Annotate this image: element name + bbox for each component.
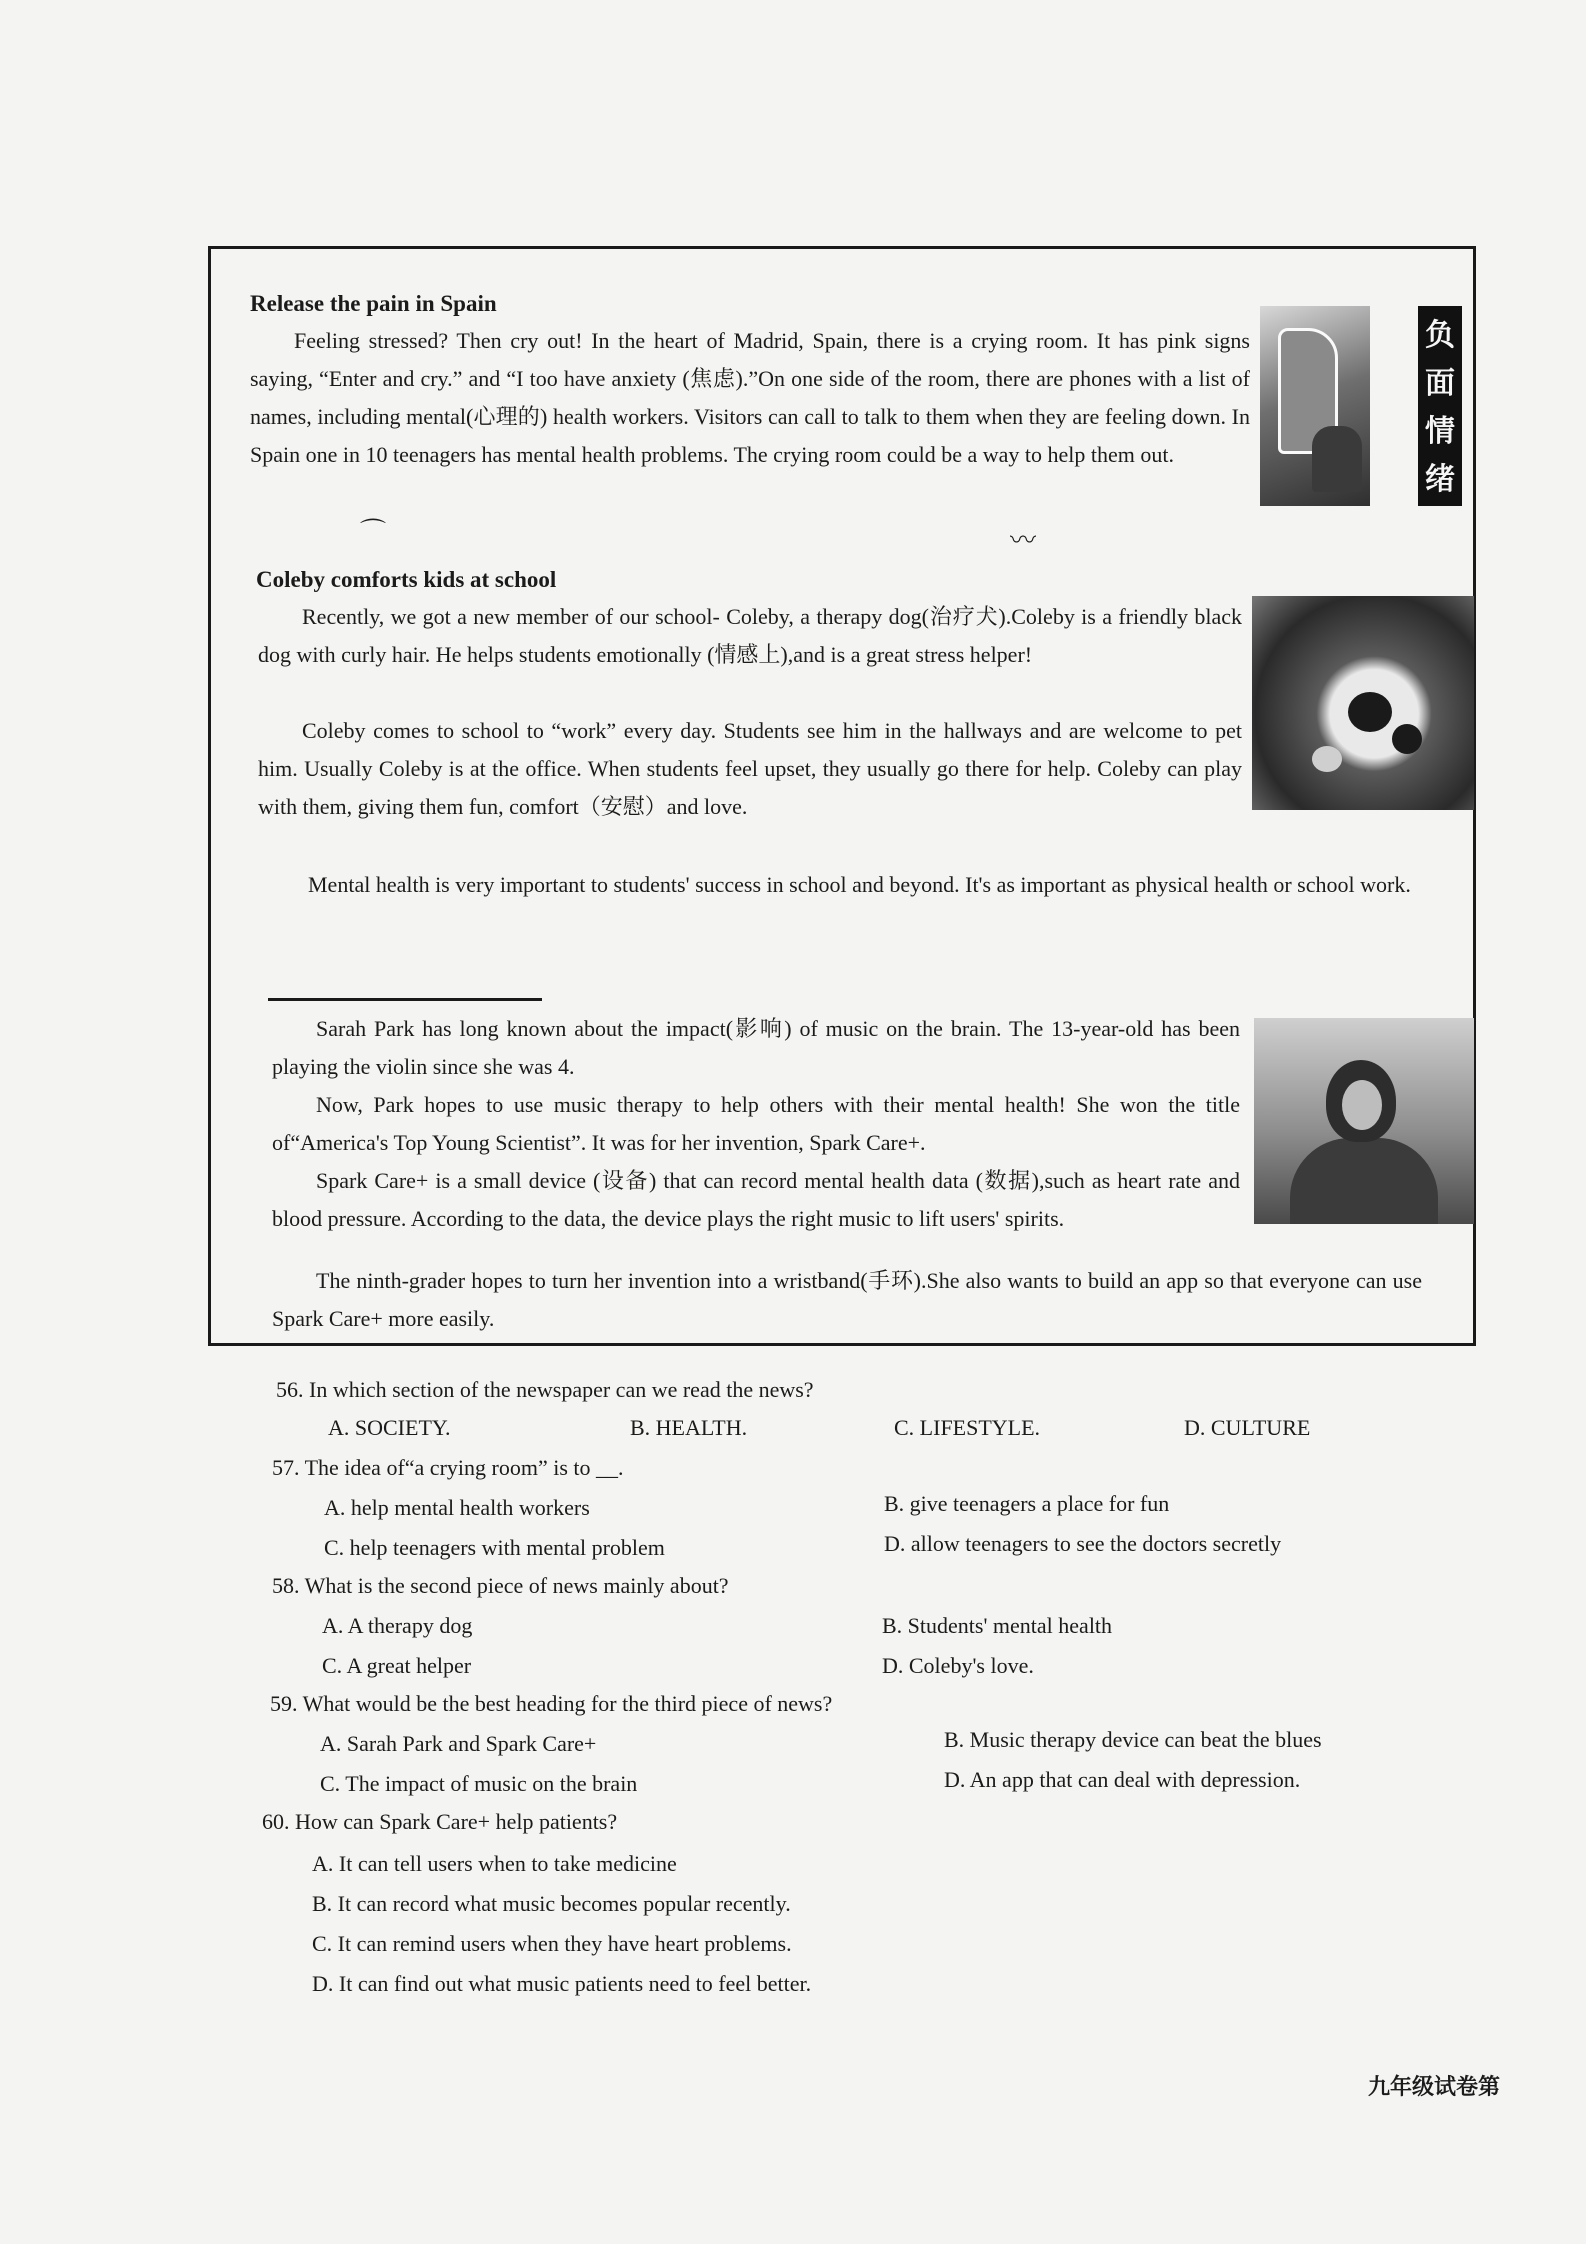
- question-59-option-a: A. Sarah Park and Spark Care+: [320, 1731, 597, 1756]
- handwritten-squiggle-icon: 〰: [1010, 526, 1037, 556]
- question-60-option-c: C. It can remind users when they have heart problems.: [312, 1931, 792, 1956]
- question-60-option-b: B. It can record what music becomes popular recently.: [312, 1891, 791, 1916]
- question-59-stem: 59. What would be the best heading for the third piece of news?: [270, 1691, 833, 1716]
- question-57-option-d: D. allow teenagers to see the doctors secretly: [884, 1531, 1282, 1556]
- question-57-option-a: A. help mental health workers: [324, 1495, 590, 1520]
- news3-heading-blank: [268, 998, 542, 1001]
- question-59-option-d: D. An app that can deal with depression.: [944, 1767, 1301, 1792]
- question-57-option-b: B. give teenagers a place for fun: [884, 1491, 1170, 1516]
- question-56-option-b: B. HEALTH.: [630, 1415, 748, 1440]
- question-59-option-c: C. The impact of music on the brain: [320, 1771, 638, 1796]
- question-56-option-c: C. LIFESTYLE.: [894, 1415, 1041, 1440]
- question-60-option-a: A. It can tell users when to take medicine: [312, 1851, 677, 1876]
- question-60-option-d: D. It can find out what music patients need to feel better.: [312, 1971, 812, 1996]
- question-57-option-c: C. help teenagers with mental problem: [324, 1535, 665, 1560]
- therapy-dog-photo: [1252, 596, 1474, 810]
- question-58-option-b: B. Students' mental health: [882, 1613, 1113, 1638]
- sarah-park-photo: [1254, 1018, 1474, 1224]
- question-56-option-d: D. CULTURE: [1184, 1415, 1311, 1440]
- question-58-stem: 58. What is the second piece of news mainly about?: [272, 1573, 729, 1598]
- news1-body: Feeling stressed? Then cry out! In the heart of Madrid, Spain, there is a crying room. It has pink signs saying, “Enter and cry.” and “I too have anxiety (焦虑).”On one side of the room, there are phones with a list of names, including mental(心理的) health workers. Visitors can call to talk to them when they are feeling down. In Spain one in 10 teenagers has mental health problems. The crying room could be a way to help them out.: [250, 328, 1250, 467]
- question-56-option-a: A. SOCIETY.: [328, 1415, 451, 1440]
- question-58-option-c: C. A great helper: [322, 1653, 472, 1678]
- news2-paragraph-1: Recently, we got a new member of our school- Coleby, a therapy dog(治疗犬).Coleby is a friendly black dog with curly hair. He helps students emotionally (情感上),and is a great stress helper!: [258, 604, 1242, 667]
- question-58-option-a: A. A therapy dog: [322, 1613, 473, 1638]
- question-60-stem: 60. How can Spark Care+ help patients?: [262, 1809, 618, 1834]
- question-56-stem: 56. In which section of the newspaper can we read the news?: [276, 1377, 814, 1402]
- crying-room-photo: [1260, 306, 1370, 506]
- news3-paragraph-3: Spark Care+ is a small device (设备) that can record mental health data (数据),such as heart rate and blood pressure. According to the data, the device plays the right music to lift users' spirits.: [272, 1168, 1240, 1231]
- question-59-option-b: B. Music therapy device can beat the blues: [944, 1727, 1322, 1752]
- handwritten-mark-icon: ⌒: [360, 518, 387, 548]
- news2-title: Coleby comforts kids at school: [256, 567, 557, 592]
- page-footer: 九年级试卷第: [1368, 2075, 1501, 2100]
- news2-paragraph-2: Coleby comes to school to “work” every day. Students see him in the hallways and are welcome to pet him. Usually Coleby is at the office. When students feel upset, they usually go there for help. Coleby can play with them, giving them fun, comfort（安慰）and love.: [258, 718, 1242, 819]
- question-58-option-d: D. Coleby's love.: [882, 1653, 1034, 1678]
- negative-emotion-label: 负面情绪: [1418, 306, 1462, 506]
- news3-paragraph-4: The ninth-grader hopes to turn her invention into a wristband(手环).She also wants to build an app so that everyone can use Spark Care+ more easily.: [272, 1268, 1422, 1331]
- news1-title: Release the pain in Spain: [250, 291, 497, 316]
- news3-paragraph-1: Sarah Park has long known about the impact(影响) of music on the brain. The 13-year-old has been playing the violin since she was 4.: [272, 1016, 1240, 1079]
- news3-paragraph-2: Now, Park hopes to use music therapy to help others with their mental health! She won the title of“America's Top Young Scientist”. It was for her invention, Spark Care+.: [272, 1092, 1240, 1155]
- question-57-stem: 57. The idea of“a crying room” is to __.: [272, 1455, 624, 1480]
- news2-paragraph-3: Mental health is very important to students' success in school and beyond. It's as important as physical health or school work.: [308, 872, 1411, 897]
